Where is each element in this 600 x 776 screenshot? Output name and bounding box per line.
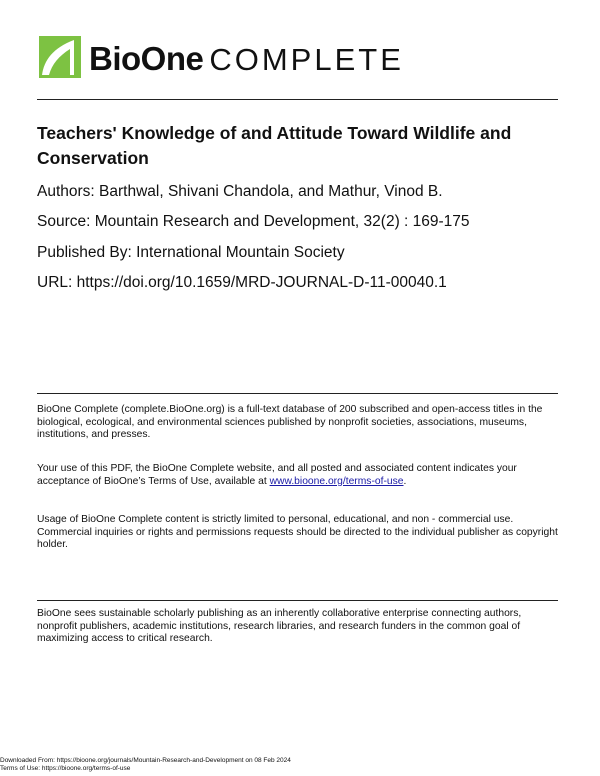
article-source: Source: Mountain Research and Development, 32(2) : 169-175	[37, 213, 470, 230]
logo-bold-text: BioOne	[89, 40, 204, 77]
article-authors: Authors: Barthwal, Shivani Chandola, and Mathur, Vinod B.	[37, 183, 443, 200]
usage-paragraph: Usage of BioOne Complete content is strictly limited to personal, educational, and non - commercial use. Commercial inquiries or rights and permissions requests should be directed to the individual publisher as copyright holder.	[37, 514, 558, 551]
article-url: URL: https://doi.org/10.1659/MRD-JOURNAL-D-11-00040.1	[37, 274, 447, 291]
article-title: Teachers' Knowledge of and Attitude Toward Wildlife and Conservation	[37, 123, 512, 168]
terms-paragraph	[37, 463, 559, 488]
terms-suffix: .	[403, 475, 407, 487]
mission-paragraph: BioOne sees sustainable scholarly publishing as an inherently collaborative enterprise connecting authors, nonprofit publishers, academic institutions, research libraries, and research funders in the common goal of maximizing access to critical research.	[37, 608, 522, 645]
notices-divider	[37, 393, 558, 394]
download-footer	[0, 757, 291, 773]
terms-text: Your use of this PDF, the BioOne Complete website, and all posted and associated content indicates your acceptance of BioOne’s Terms of Use, available at	[37, 463, 517, 487]
terms-of-use-link[interactable]: www.bioone.org/terms-of-use	[269, 475, 404, 487]
bioone-logo	[39, 36, 429, 86]
footer-downloaded-from: Downloaded From: https://bioone.org/journals/Mountain-Research-and-Development on 08 Feb 2024	[0, 757, 291, 764]
bioone-leaf-icon	[39, 36, 81, 78]
article-publisher: Published By: International Mountain Society	[37, 244, 345, 261]
logo-light-text: COMPLETE	[209, 42, 404, 77]
mission-divider	[37, 600, 558, 601]
footer-terms-of-use: Terms of Use: https://bioone.org/terms-of-use	[0, 765, 131, 772]
about-paragraph: BioOne Complete (complete.BioOne.org) is a full-text database of 200 subscribed and open-access titles in the biological, ecological, and environmental sciences published by nonprofit societies, associations, museums, institutions, and presses.	[37, 404, 543, 441]
header-divider	[37, 99, 558, 100]
